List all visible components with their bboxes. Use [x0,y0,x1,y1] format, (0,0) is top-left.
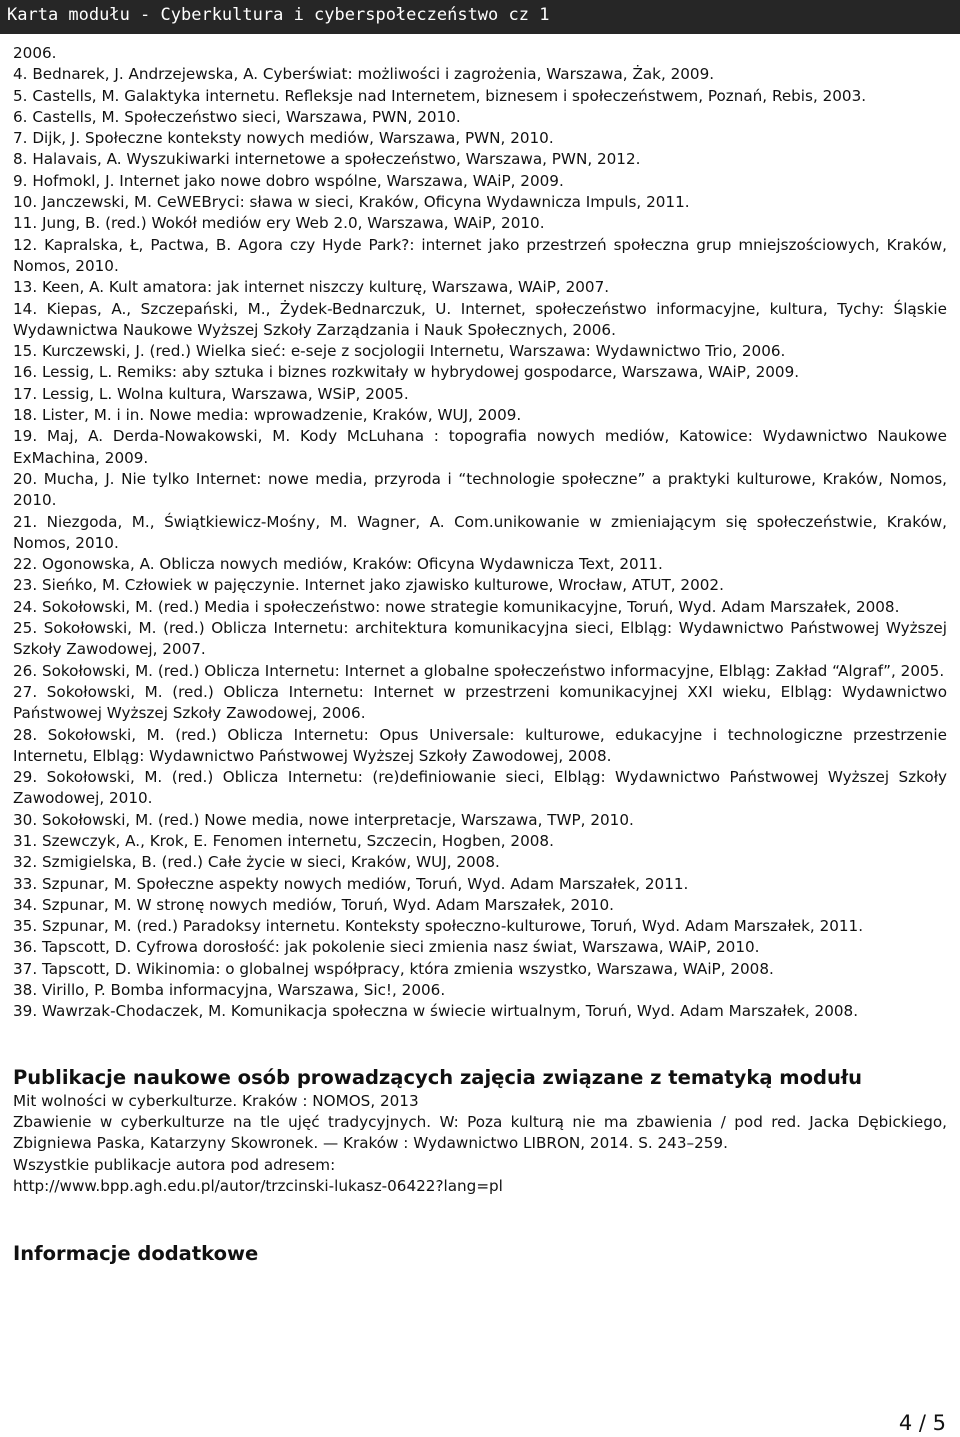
reference-entry: 20. Mucha, J. Nie tylko Internet: nowe media, przyroda i “technologie społeczne” a praktyki kulturowe, Kraków, Nomos, 2010. [13,469,947,510]
reference-entry: 15. Kurczewski, J. (red.) Wielka sieć: e-seje z socjologii Internetu, Warszawa: Wydawnictwo Trio, 2006. [13,342,786,361]
reference-entry: 34. Szpunar, M. W stronę nowych mediów, Toruń, Wyd. Adam Marszałek, 2010. [13,895,614,914]
reference-entry: 32. Szmigielska, B. (red.) Całe życie w sieci, Kraków, WUJ, 2008. [13,853,500,872]
reference-entry: 33. Szpunar, M. Społeczne aspekty nowych mediów, Toruń, Wyd. Adam Marszałek, 2011. [13,874,689,893]
reference-list [13,43,947,1023]
reference-entry: 7. Dijk, J. Społeczne konteksty nowych mediów, Warszawa, PWN, 2010. [13,129,554,148]
reference-entry: 11. Jung, B. (red.) Wokół mediów ery Web 2.0, Warszawa, WAiP, 2010. [13,214,545,233]
reference-entry: 21. Niezgoda, M., Świątkiewicz-Mośny, M. Wagner, A. Com.unikowanie w zmieniającym się społeczeństwie, Kraków, Nomos, 2010. [13,512,947,552]
reference-entry: 17. Lessig, L. Wolna kultura, Warszawa, WSiP, 2005. [13,384,409,403]
publications-heading: Publikacje naukowe osób prowadzących zajęcia związane z tematyką modułu [13,1065,862,1089]
publication-line: Zbawienie w cyberkulturze na tle ujęć tradycyjnych. W: Poza kulturą nie ma zbawienia / pod red. Jacka Dębickiego, Zbigniewa Paska, Katarzyny Skowronek. — Kraków : Wydawnictwo LIBRON, 2014. S. 243–259. [13,1112,947,1153]
reference-entry: 35. Szpunar, M. (red.) Paradoksy internetu. Konteksty społeczno-kulturowe, Toruń, Wyd. Adam Marszałek, 2011. [13,917,864,936]
reference-entry: 16. Lessig, L. Remiks: aby sztuka i biznes rozkwitały w hybrydowej gospodarce, Warszawa, WAiP, 2009. [13,363,800,382]
reference-entry: 26. Sokołowski, M. (red.) Oblicza Internetu: Internet a globalne społeczeństwo informacyjne, Elbląg: Zakład “Algraf”, 2005. [13,661,945,680]
publications-link[interactable]: http://www.bpp.agh.edu.pl/autor/trzcinski-lukasz-06422?lang=pl [13,1176,503,1195]
reference-entry: 36. Tapscott, D. Cyfrowa dorosłość: jak pokolenie sieci zmienia nasz świat, Warszawa, WAiP, 2010. [13,938,760,957]
publication-line: Wszystkie publikacje autora pod adresem: [13,1155,336,1174]
reference-entry: 13. Keen, A. Kult amatora: jak internet niszczy kulturę, Warszawa, WAiP, 2007. [13,278,610,297]
document-body [13,43,947,1267]
reference-entry: 25. Sokołowski, M. (red.) Oblicza Internetu: architektura komunikacyjna sieci, Elbląg: Wydawnictwo Państwowej Wyższej Szkoły Zawodowej, 2007. [13,619,947,659]
window-title: Karta modułu - Cyberkultura i cyberspołeczeństwo cz 1 [0,0,960,34]
spacer [13,1023,947,1065]
reference-entry: 30. Sokołowski, M. (red.) Nowe media, nowe interpretacje, Warszawa, TWP, 2010. [13,810,634,829]
reference-entry: 4. Bednarek, J. Andrzejewska, A. Cyberświat: możliwości i zagrożenia, Warszawa, Żak, 2009. [13,65,715,84]
reference-entry: 31. Szewczyk, A., Krok, E. Fenomen internetu, Szczecin, Hogben, 2008. [13,831,554,850]
reference-entry: 9. Hofmokl, J. Internet jako nowe dobro wspólne, Warszawa, WAiP, 2009. [13,171,564,190]
reference-entry: 8. Halavais, A. Wyszukiwarki internetowe a społeczeństwo, Warszawa, PWN, 2012. [13,150,641,169]
reference-entry: 12. Kapralska, Ł, Pactwa, B. Agora czy Hyde Park?: internet jako przestrzeń społeczna grup mniejszościowych, Kraków, Nomos, 2010. [13,235,947,275]
reference-entry: 39. Wawrzak-Chodaczek, M. Komunikacja społeczna w świecie wirtualnym, Toruń, Wyd. Adam Marszałek, 2008. [13,1002,859,1021]
reference-entry: 37. Tapscott, D. Wikinomia: o globalnej współpracy, która zmienia wszystko, Warszawa, WAiP, 2008. [13,959,774,978]
reference-entry: 10. Janczewski, M. CeWEBryci: sława w sieci, Kraków, Oficyna Wydawnicza Impuls, 2011. [13,193,690,212]
reference-entry: 28. Sokołowski, M. (red.) Oblicza Internetu: Opus Universale: kulturowe, edukacyjne i technologiczne przestrzenie Internetu, Elbląg: Wydawnictwo Państwowej Wyższej Szkoły Zawodowej, 2008. [13,725,947,765]
page-number: 4 / 5 [898,1411,946,1435]
reference-entry: 22. Ogonowska, A. Oblicza nowych mediów, Kraków: Oficyna Wydawnicza Text, 2011. [13,555,663,574]
reference-entry: 23. Sieńko, M. Człowiek w pajęczynie. Internet jako zjawisko kulturowe, Wrocław, ATUT, 2002. [13,576,724,595]
publication-line: Mit wolności w cyberkulturze. Kraków : NOMOS, 2013 [13,1091,419,1110]
reference-entry: 27. Sokołowski, M. (red.) Oblicza Internetu: Internet w przestrzeni komunikacyjnej XXI wieku, Elbląg: Wydawnictwo Państwowej Wyższej Szkoły Zawodowej, 2006. [13,682,947,723]
reference-entry: 19. Maj, A. Derda-Nowakowski, M. Kody McLuhana : topografia nowych mediów, Katowice: Wydawnictwo Naukowe ExMachina, 2009. [13,427,947,467]
reference-entry: 29. Sokołowski, M. (red.) Oblicza Internetu: (re)definiowanie sieci, Elbląg: Wydawnictwo Państwowej Wyższej Szkoły Zawodowej, 2010. [13,768,947,808]
reference-entry: 5. Castells, M. Galaktyka internetu. Refleksje nad Internetem, biznesem i społeczeństwem, Poznań, Rebis, 2003. [13,86,867,105]
reference-entry: 18. Lister, M. i in. Nowe media: wprowadzenie, Kraków, WUJ, 2009. [13,406,522,425]
publications-list [13,1091,947,1197]
reference-entry: 2006. [13,44,57,62]
reference-entry: 6. Castells, M. Społeczeństwo sieci, Warszawa, PWN, 2010. [13,107,461,126]
spacer [13,1197,947,1241]
reference-entry: 14. Kiepas, A., Szczepański, M., Żydek-Bednarczuk, U. Internet, społeczeństwo informacyjne, kultura, Tychy: Śląskie Wydawnictwa Naukowe Wyższej Szkoły Zarządzania i Nauk Społecznych, 2006. [13,299,947,339]
reference-entry: 24. Sokołowski, M. (red.) Media i społeczeństwo: nowe strategie komunikacyjne, Toruń, Wyd. Adam Marszałek, 2008. [13,597,900,616]
additional-info-heading: Informacje dodatkowe [13,1242,259,1266]
reference-entry: 38. Virillo, P. Bomba informacyjna, Warszawa, Sic!, 2006. [13,981,446,1000]
